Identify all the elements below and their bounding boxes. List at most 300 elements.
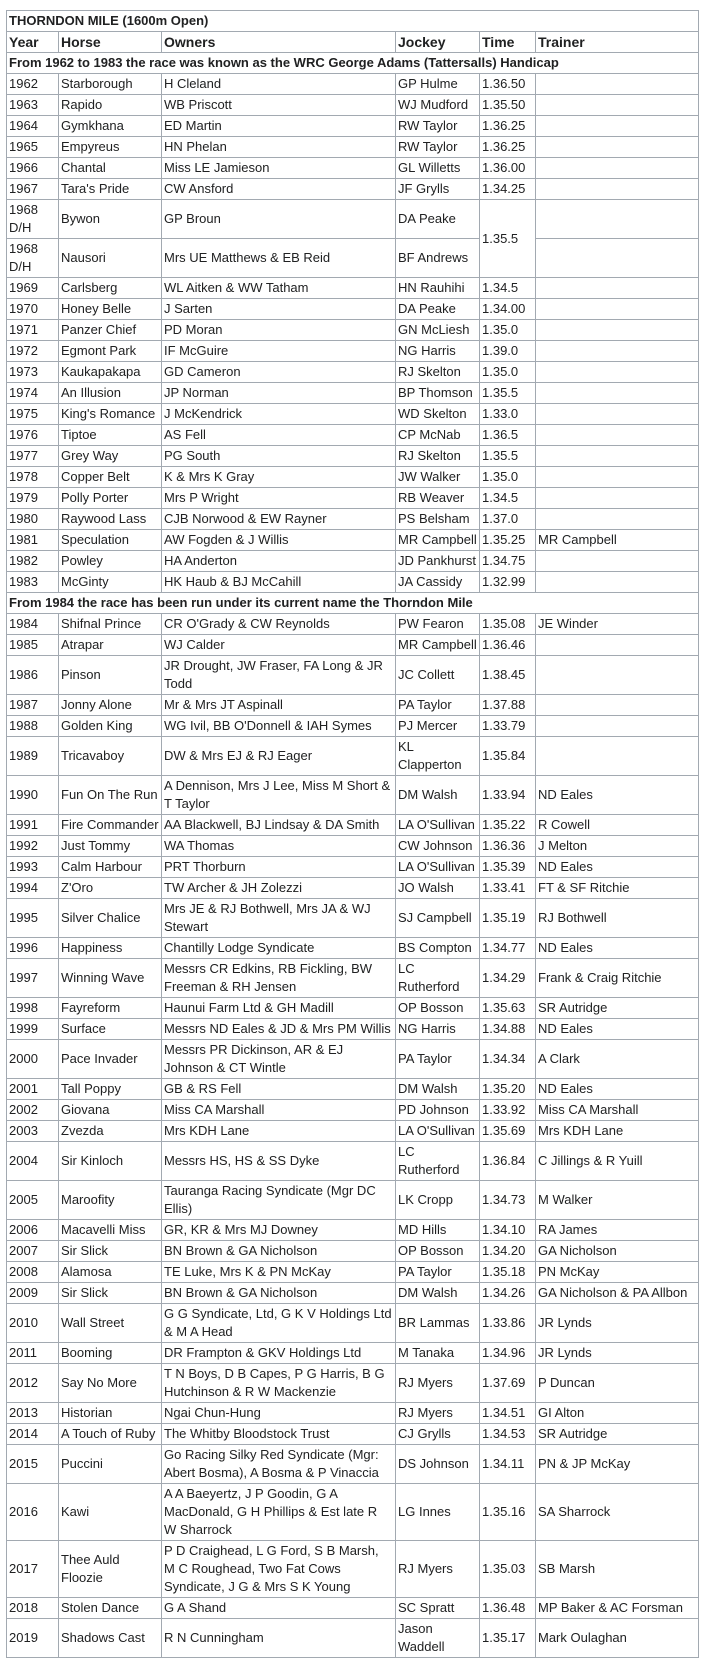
cell-jockey: JD Pankhurst: [396, 551, 480, 572]
table-row: [7, 1304, 699, 1343]
cell-horse: Starborough: [59, 74, 162, 95]
cell-owners: R N Cunningham: [162, 1619, 396, 1658]
cell-time: 1.35.20: [480, 1079, 536, 1100]
table-row: [7, 137, 699, 158]
cell-trainer: FT & SF Ritchie: [536, 878, 699, 899]
cell-trainer: JE Winder: [536, 614, 699, 635]
cell-jockey: DS Johnson: [396, 1445, 480, 1484]
cell-horse: Wall Street: [59, 1304, 162, 1343]
cell-horse: Tara's Pride: [59, 179, 162, 200]
cell-horse: Macavelli Miss: [59, 1220, 162, 1241]
cell-horse: An Illusion: [59, 383, 162, 404]
cell-owners: Miss CA Marshall: [162, 1100, 396, 1121]
cell-trainer: Frank & Craig Ritchie: [536, 959, 699, 998]
cell-jockey: DM Walsh: [396, 1079, 480, 1100]
cell-owners: AW Fogden & J Willis: [162, 530, 396, 551]
table-row: [7, 656, 699, 695]
table-row: [7, 341, 699, 362]
cell-time: 1.35.19: [480, 899, 536, 938]
cell-year: 2018: [7, 1598, 59, 1619]
cell-time: 1.33.79: [480, 716, 536, 737]
cell-year: 2009: [7, 1283, 59, 1304]
cell-year: 1996: [7, 938, 59, 959]
cell-year: 1969: [7, 278, 59, 299]
cell-owners: Haunui Farm Ltd & GH Madill: [162, 998, 396, 1019]
cell-time: 1.34.26: [480, 1283, 536, 1304]
cell-trainer: [536, 74, 699, 95]
cell-horse: Carlsberg: [59, 278, 162, 299]
cell-time: 1.34.20: [480, 1241, 536, 1262]
cell-trainer: [536, 137, 699, 158]
table-row: [7, 278, 699, 299]
cell-jockey: LA O'Sullivan: [396, 1121, 480, 1142]
table-row: [7, 815, 699, 836]
cell-horse: Puccini: [59, 1445, 162, 1484]
cell-owners: The Whitby Bloodstock Trust: [162, 1424, 396, 1445]
table-row: [7, 614, 699, 635]
cell-horse: Tall Poppy: [59, 1079, 162, 1100]
cell-owners: WL Aitken & WW Tatham: [162, 278, 396, 299]
cell-trainer: [536, 467, 699, 488]
cell-horse: Historian: [59, 1403, 162, 1424]
cell-year: 1993: [7, 857, 59, 878]
cell-year: 2019: [7, 1619, 59, 1658]
cell-horse: Nausori: [59, 239, 162, 278]
cell-trainer: SA Sharrock: [536, 1484, 699, 1541]
cell-horse: A Touch of Ruby: [59, 1424, 162, 1445]
cell-time: 1.35.84: [480, 737, 536, 776]
cell-year: 1967: [7, 179, 59, 200]
cell-owners: GD Cameron: [162, 362, 396, 383]
cell-year: 1968 D/H: [7, 239, 59, 278]
cell-owners: G G Syndicate, Ltd, G K V Holdings Ltd & M A Head: [162, 1304, 396, 1343]
cell-jockey: LC Rutherford: [396, 1142, 480, 1181]
cell-year: 1976: [7, 425, 59, 446]
cell-trainer: PN & JP McKay: [536, 1445, 699, 1484]
table-row: [7, 1040, 699, 1079]
table-row: [7, 530, 699, 551]
section-heading: From 1984 the race has been run under its current name the Thorndon Mile: [7, 593, 699, 614]
cell-owners: PG South: [162, 446, 396, 467]
cell-year: 1964: [7, 116, 59, 137]
cell-owners: CR O'Grady & CW Reynolds: [162, 614, 396, 635]
table-row: [7, 383, 699, 404]
cell-trainer: [536, 425, 699, 446]
cell-jockey: PD Johnson: [396, 1100, 480, 1121]
cell-horse: Sir Slick: [59, 1283, 162, 1304]
cell-time: 1.35.69: [480, 1121, 536, 1142]
cell-jockey: PJ Mercer: [396, 716, 480, 737]
table-row: [7, 899, 699, 938]
cell-horse: Zvezda: [59, 1121, 162, 1142]
cell-jockey: DA Peake: [396, 299, 480, 320]
table-row: [7, 404, 699, 425]
cell-owners: DR Frampton & GKV Holdings Ltd: [162, 1343, 396, 1364]
cell-time: 1.34.5: [480, 488, 536, 509]
table-row: [7, 299, 699, 320]
cell-horse: Tricavaboy: [59, 737, 162, 776]
cell-time: 1.33.0: [480, 404, 536, 425]
cell-horse: Tiptoe: [59, 425, 162, 446]
cell-owners: AS Fell: [162, 425, 396, 446]
table-row: [7, 938, 699, 959]
cell-jockey: DA Peake: [396, 200, 480, 239]
cell-jockey: KL Clapperton: [396, 737, 480, 776]
cell-year: 2002: [7, 1100, 59, 1121]
cell-horse: Alamosa: [59, 1262, 162, 1283]
table-row: [7, 551, 699, 572]
cell-trainer: [536, 200, 699, 239]
cell-horse: Silver Chalice: [59, 899, 162, 938]
cell-year: 1974: [7, 383, 59, 404]
table-row: [7, 1181, 699, 1220]
table-row: [7, 572, 699, 593]
cell-time: 1.35.0: [480, 362, 536, 383]
cell-year: 1998: [7, 998, 59, 1019]
cell-time: 1.34.53: [480, 1424, 536, 1445]
cell-horse: Say No More: [59, 1364, 162, 1403]
cell-owners: A A Baeyertz, J P Goodin, G A MacDonald, G H Phillips & Est late R W Sharrock: [162, 1484, 396, 1541]
cell-time: 1.34.34: [480, 1040, 536, 1079]
cell-owners: Mrs KDH Lane: [162, 1121, 396, 1142]
header-trainer: Trainer: [536, 32, 699, 53]
cell-year: 1968 D/H: [7, 200, 59, 239]
cell-time: 1.34.77: [480, 938, 536, 959]
cell-time: 1.34.25: [480, 179, 536, 200]
table-row: [7, 1283, 699, 1304]
cell-time: 1.36.5: [480, 425, 536, 446]
cell-jockey: CP McNab: [396, 425, 480, 446]
cell-year: 2007: [7, 1241, 59, 1262]
cell-time: 1.36.25: [480, 116, 536, 137]
cell-owners: K & Mrs K Gray: [162, 467, 396, 488]
cell-trainer: [536, 116, 699, 137]
cell-jockey: OP Bosson: [396, 998, 480, 1019]
cell-year: 1995: [7, 899, 59, 938]
cell-horse: Rapido: [59, 95, 162, 116]
cell-time: 1.36.00: [480, 158, 536, 179]
section-heading-row: [7, 53, 699, 74]
cell-jockey: RJ Myers: [396, 1403, 480, 1424]
cell-owners: TW Archer & JH Zolezzi: [162, 878, 396, 899]
cell-year: 2014: [7, 1424, 59, 1445]
cell-year: 1982: [7, 551, 59, 572]
cell-jockey: PA Taylor: [396, 1262, 480, 1283]
table-row: [7, 635, 699, 656]
header-owners: Owners: [162, 32, 396, 53]
cell-jockey: DM Walsh: [396, 1283, 480, 1304]
cell-year: 2017: [7, 1541, 59, 1598]
cell-horse: Booming: [59, 1343, 162, 1364]
cell-time: 1.35.08: [480, 614, 536, 635]
cell-year: 1991: [7, 815, 59, 836]
cell-horse: Polly Porter: [59, 488, 162, 509]
cell-year: 2011: [7, 1343, 59, 1364]
cell-trainer: [536, 716, 699, 737]
cell-time: 1.34.73: [480, 1181, 536, 1220]
table-row: [7, 836, 699, 857]
cell-horse: Thee Auld Floozie: [59, 1541, 162, 1598]
cell-trainer: A Clark: [536, 1040, 699, 1079]
cell-owners: CJB Norwood & EW Rayner: [162, 509, 396, 530]
cell-year: 1990: [7, 776, 59, 815]
cell-jockey: RJ Myers: [396, 1541, 480, 1598]
cell-owners: DW & Mrs EJ & RJ Eager: [162, 737, 396, 776]
table-row: [7, 446, 699, 467]
cell-jockey: LC Rutherford: [396, 959, 480, 998]
cell-trainer: MR Campbell: [536, 530, 699, 551]
cell-year: 1999: [7, 1019, 59, 1040]
cell-trainer: [536, 179, 699, 200]
column-header-row: [7, 32, 699, 53]
cell-time: 1.36.48: [480, 1598, 536, 1619]
cell-year: 1980: [7, 509, 59, 530]
cell-horse: Chantal: [59, 158, 162, 179]
table-row: [7, 425, 699, 446]
cell-jockey: CW Johnson: [396, 836, 480, 857]
cell-jockey: MD Hills: [396, 1220, 480, 1241]
table-row: [7, 1241, 699, 1262]
cell-trainer: M Walker: [536, 1181, 699, 1220]
cell-horse: Sir Kinloch: [59, 1142, 162, 1181]
cell-year: 2006: [7, 1220, 59, 1241]
cell-time: 1.35.5: [480, 200, 536, 278]
cell-year: 1979: [7, 488, 59, 509]
table-row: [7, 1484, 699, 1541]
cell-owners: Miss LE Jamieson: [162, 158, 396, 179]
cell-owners: JP Norman: [162, 383, 396, 404]
cell-owners: IF McGuire: [162, 341, 396, 362]
cell-owners: A Dennison, Mrs J Lee, Miss M Short & T Taylor: [162, 776, 396, 815]
cell-horse: Shadows Cast: [59, 1619, 162, 1658]
cell-owners: Mr & Mrs JT Aspinall: [162, 695, 396, 716]
cell-horse: Fayreform: [59, 998, 162, 1019]
cell-time: 1.34.00: [480, 299, 536, 320]
cell-trainer: ND Eales: [536, 857, 699, 878]
cell-trainer: SB Marsh: [536, 1541, 699, 1598]
cell-time: 1.34.29: [480, 959, 536, 998]
cell-owners: BN Brown & GA Nicholson: [162, 1283, 396, 1304]
cell-jockey: PA Taylor: [396, 1040, 480, 1079]
cell-owners: CW Ansford: [162, 179, 396, 200]
table-row: [7, 1220, 699, 1241]
cell-jockey: NG Harris: [396, 341, 480, 362]
cell-year: 2010: [7, 1304, 59, 1343]
table-row: [7, 1262, 699, 1283]
cell-year: 1966: [7, 158, 59, 179]
cell-owners: JR Drought, JW Fraser, FA Long & JR Todd: [162, 656, 396, 695]
table-row: [7, 1619, 699, 1658]
cell-time: 1.33.94: [480, 776, 536, 815]
table-caption-row: [7, 11, 699, 32]
cell-jockey: Jason Waddell: [396, 1619, 480, 1658]
results-table-container: [6, 10, 699, 1658]
cell-owners: P D Craighead, L G Ford, S B Marsh, M C Roughead, Two Fat Cows Syndicate, J G & Mrs S K Young: [162, 1541, 396, 1598]
cell-owners: TE Luke, Mrs K & PN McKay: [162, 1262, 396, 1283]
cell-time: 1.32.99: [480, 572, 536, 593]
section-heading: From 1962 to 1983 the race was known as the WRC George Adams (Tattersalls) Handicap: [7, 53, 699, 74]
cell-year: 1962: [7, 74, 59, 95]
cell-jockey: NG Harris: [396, 1019, 480, 1040]
cell-time: 1.33.86: [480, 1304, 536, 1343]
cell-jockey: LK Cropp: [396, 1181, 480, 1220]
cell-owners: Mrs JE & RJ Bothwell, Mrs JA & WJ Stewart: [162, 899, 396, 938]
cell-time: 1.34.75: [480, 551, 536, 572]
cell-owners: BN Brown & GA Nicholson: [162, 1241, 396, 1262]
cell-year: 1983: [7, 572, 59, 593]
cell-time: 1.34.88: [480, 1019, 536, 1040]
cell-trainer: [536, 635, 699, 656]
table-row: [7, 1019, 699, 1040]
cell-horse: Happiness: [59, 938, 162, 959]
table-row: [7, 959, 699, 998]
cell-jockey: PW Fearon: [396, 614, 480, 635]
cell-jockey: JW Walker: [396, 467, 480, 488]
cell-trainer: SR Autridge: [536, 998, 699, 1019]
cell-horse: Panzer Chief: [59, 320, 162, 341]
table-row: [7, 1079, 699, 1100]
cell-time: 1.35.39: [480, 857, 536, 878]
cell-horse: Bywon: [59, 200, 162, 239]
cell-trainer: J Melton: [536, 836, 699, 857]
cell-jockey: LG Innes: [396, 1484, 480, 1541]
cell-trainer: GA Nicholson & PA Allbon: [536, 1283, 699, 1304]
table-row: [7, 320, 699, 341]
cell-jockey: JO Walsh: [396, 878, 480, 899]
cell-jockey: WD Skelton: [396, 404, 480, 425]
table-row: [7, 1343, 699, 1364]
cell-jockey: PS Belsham: [396, 509, 480, 530]
cell-year: 2012: [7, 1364, 59, 1403]
cell-horse: Stolen Dance: [59, 1598, 162, 1619]
cell-jockey: BS Compton: [396, 938, 480, 959]
cell-jockey: OP Bosson: [396, 1241, 480, 1262]
cell-year: 2008: [7, 1262, 59, 1283]
cell-owners: Messrs PR Dickinson, AR & EJ Johnson & CT Wintle: [162, 1040, 396, 1079]
cell-horse: Copper Belt: [59, 467, 162, 488]
cell-jockey: RB Weaver: [396, 488, 480, 509]
cell-trainer: ND Eales: [536, 1019, 699, 1040]
cell-time: 1.34.10: [480, 1220, 536, 1241]
cell-horse: Sir Slick: [59, 1241, 162, 1262]
cell-horse: Speculation: [59, 530, 162, 551]
cell-trainer: GI Alton: [536, 1403, 699, 1424]
table-row: [7, 1445, 699, 1484]
cell-year: 1987: [7, 695, 59, 716]
cell-jockey: WJ Mudford: [396, 95, 480, 116]
table-row: [7, 158, 699, 179]
cell-time: 1.33.92: [480, 1100, 536, 1121]
cell-owners: ED Martin: [162, 116, 396, 137]
cell-year: 2015: [7, 1445, 59, 1484]
cell-trainer: [536, 737, 699, 776]
cell-owners: WA Thomas: [162, 836, 396, 857]
header-year: Year: [7, 32, 59, 53]
cell-time: 1.35.16: [480, 1484, 536, 1541]
cell-horse: King's Romance: [59, 404, 162, 425]
cell-time: 1.36.50: [480, 74, 536, 95]
cell-jockey: BR Lammas: [396, 1304, 480, 1343]
cell-time: 1.37.0: [480, 509, 536, 530]
table-row: [7, 116, 699, 137]
cell-year: 1994: [7, 878, 59, 899]
cell-horse: Pinson: [59, 656, 162, 695]
cell-year: 2000: [7, 1040, 59, 1079]
cell-trainer: SR Autridge: [536, 1424, 699, 1445]
cell-trainer: [536, 362, 699, 383]
table-row: [7, 1100, 699, 1121]
cell-time: 1.34.11: [480, 1445, 536, 1484]
cell-owners: J McKendrick: [162, 404, 396, 425]
thorndon-mile-table: [6, 10, 699, 1658]
cell-jockey: DM Walsh: [396, 776, 480, 815]
cell-jockey: RW Taylor: [396, 116, 480, 137]
cell-horse: Fire Commander: [59, 815, 162, 836]
cell-year: 2005: [7, 1181, 59, 1220]
cell-horse: Just Tommy: [59, 836, 162, 857]
cell-jockey: RJ Skelton: [396, 362, 480, 383]
header-time: Time: [480, 32, 536, 53]
cell-trainer: [536, 239, 699, 278]
cell-year: 1972: [7, 341, 59, 362]
section-heading-row: [7, 593, 699, 614]
cell-jockey: HN Rauhihi: [396, 278, 480, 299]
cell-time: 1.38.45: [480, 656, 536, 695]
cell-horse: Gymkhana: [59, 116, 162, 137]
cell-owners: HA Anderton: [162, 551, 396, 572]
cell-trainer: [536, 656, 699, 695]
cell-jockey: JA Cassidy: [396, 572, 480, 593]
cell-owners: Tauranga Racing Syndicate (Mgr DC Ellis): [162, 1181, 396, 1220]
cell-time: 1.36.36: [480, 836, 536, 857]
cell-time: 1.37.69: [480, 1364, 536, 1403]
cell-time: 1.35.5: [480, 446, 536, 467]
cell-owners: Messrs CR Edkins, RB Fickling, BW Freeman & RH Jensen: [162, 959, 396, 998]
cell-time: 1.36.46: [480, 635, 536, 656]
cell-owners: WB Priscott: [162, 95, 396, 116]
cell-owners: PRT Thorburn: [162, 857, 396, 878]
cell-trainer: [536, 551, 699, 572]
cell-time: 1.35.18: [480, 1262, 536, 1283]
table-row: [7, 467, 699, 488]
cell-trainer: [536, 320, 699, 341]
cell-owners: WG Ivil, BB O'Donnell & IAH Symes: [162, 716, 396, 737]
cell-jockey: RJ Myers: [396, 1364, 480, 1403]
cell-jockey: GN McLiesh: [396, 320, 480, 341]
cell-jockey: GP Hulme: [396, 74, 480, 95]
table-row: [7, 1364, 699, 1403]
cell-horse: Golden King: [59, 716, 162, 737]
table-row: [7, 878, 699, 899]
cell-trainer: [536, 695, 699, 716]
cell-trainer: [536, 383, 699, 404]
cell-owners: GB & RS Fell: [162, 1079, 396, 1100]
cell-trainer: [536, 158, 699, 179]
cell-trainer: RJ Bothwell: [536, 899, 699, 938]
cell-time: 1.36.25: [480, 137, 536, 158]
cell-trainer: [536, 299, 699, 320]
table-row: [7, 1541, 699, 1598]
cell-horse: Shifnal Prince: [59, 614, 162, 635]
cell-trainer: [536, 278, 699, 299]
table-row: [7, 716, 699, 737]
cell-horse: Giovana: [59, 1100, 162, 1121]
cell-year: 2013: [7, 1403, 59, 1424]
cell-trainer: P Duncan: [536, 1364, 699, 1403]
cell-trainer: R Cowell: [536, 815, 699, 836]
cell-horse: Jonny Alone: [59, 695, 162, 716]
cell-time: 1.35.50: [480, 95, 536, 116]
